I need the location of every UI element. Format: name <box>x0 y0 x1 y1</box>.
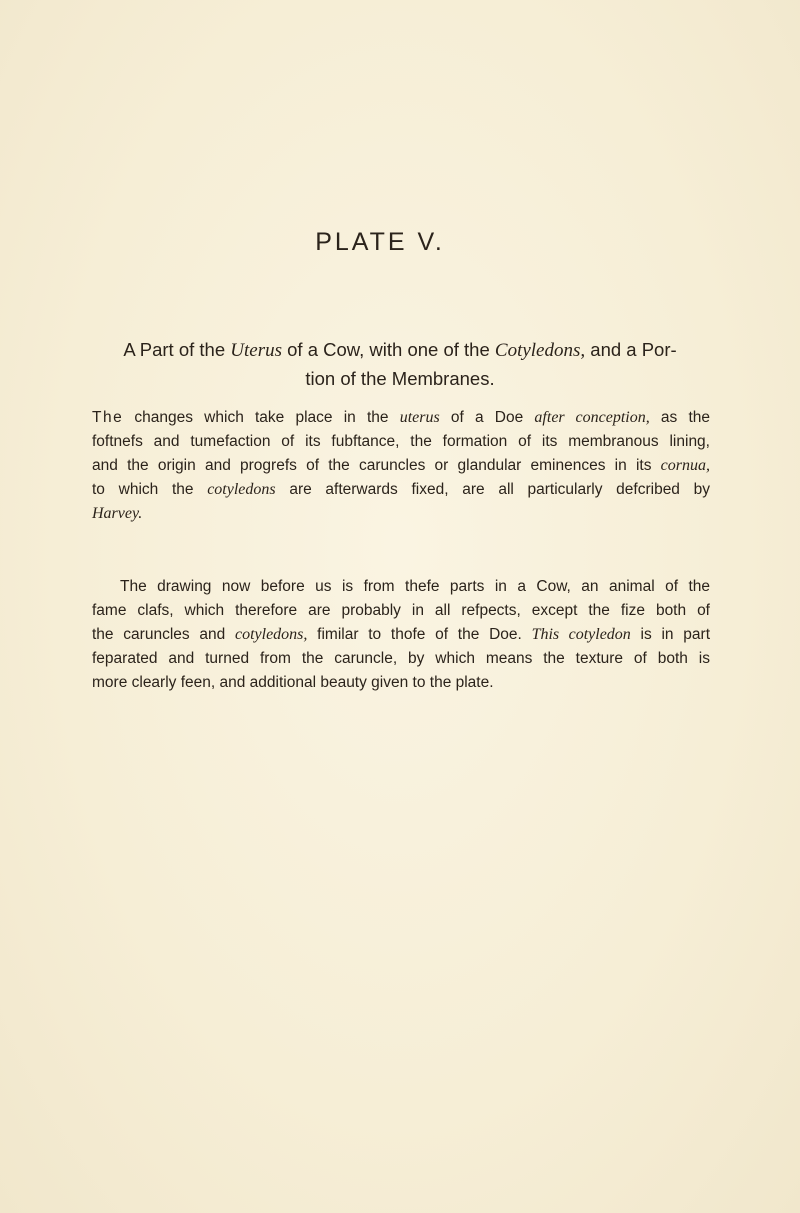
italic-term: uterus <box>399 409 440 426</box>
text: to which the <box>92 481 208 498</box>
italic-term: cotyledon <box>559 626 631 643</box>
paragraph-2 <box>92 575 710 695</box>
paragraph-1 <box>92 406 710 526</box>
text: and the origin and progrefs of the caruncles or glandular eminences in its <box>92 457 661 474</box>
italic-term: This <box>531 626 560 643</box>
para2-line-3 <box>92 623 710 647</box>
heading-line-2: tion of the Membranes. <box>305 368 495 389</box>
text: as the <box>649 409 711 426</box>
text: changes which take place in the <box>123 409 400 426</box>
para1-line-3 <box>92 454 710 478</box>
italic-term: cornua, <box>660 457 710 474</box>
text: are afterwards fixed, are all particularly defcribed by <box>275 481 710 498</box>
italic-term: after conception, <box>534 409 650 426</box>
italic-term: cotyledons, <box>234 626 308 643</box>
italic-term: Harvey. <box>92 505 143 522</box>
para1-lead: The <box>92 409 124 426</box>
para2-line-1: The drawing now before us is from thefe parts in a Cow, an animal of the <box>120 578 710 595</box>
para1-line-4 <box>92 478 710 502</box>
heading-cotyledons: Cotyledons, <box>494 340 586 361</box>
para1-line-5 <box>92 502 710 526</box>
heading-text: of a Cow, with one of the <box>282 339 495 360</box>
heading-text: and a Por- <box>585 339 677 360</box>
para2-line-4: feparated and turned from the caruncle, by which means the texture of both is <box>92 650 710 667</box>
para2-line-2: fame clafs, which therefore are probably in all refpects, except the fize both of <box>92 602 710 619</box>
plate-heading <box>100 336 700 393</box>
para1-line-1 <box>92 406 710 430</box>
heading-line-1 <box>100 336 700 365</box>
text: fimilar to thofe of the Doe. <box>307 626 532 643</box>
text: the caruncles and <box>92 626 235 643</box>
italic-term: cotyledons <box>207 481 276 498</box>
text: is in part <box>630 626 710 643</box>
para1-line-2: foftnefs and tumefaction of its fubftance, the formation of its membranous lining, <box>92 433 710 450</box>
plate-title: PLATE V. <box>315 228 445 256</box>
heading-text: A Part of the <box>123 339 231 360</box>
para2-line-5: more clearly feen, and additional beauty given to the plate. <box>92 674 494 691</box>
text: of a Doe <box>439 409 535 426</box>
heading-uterus: Uterus <box>230 340 282 361</box>
